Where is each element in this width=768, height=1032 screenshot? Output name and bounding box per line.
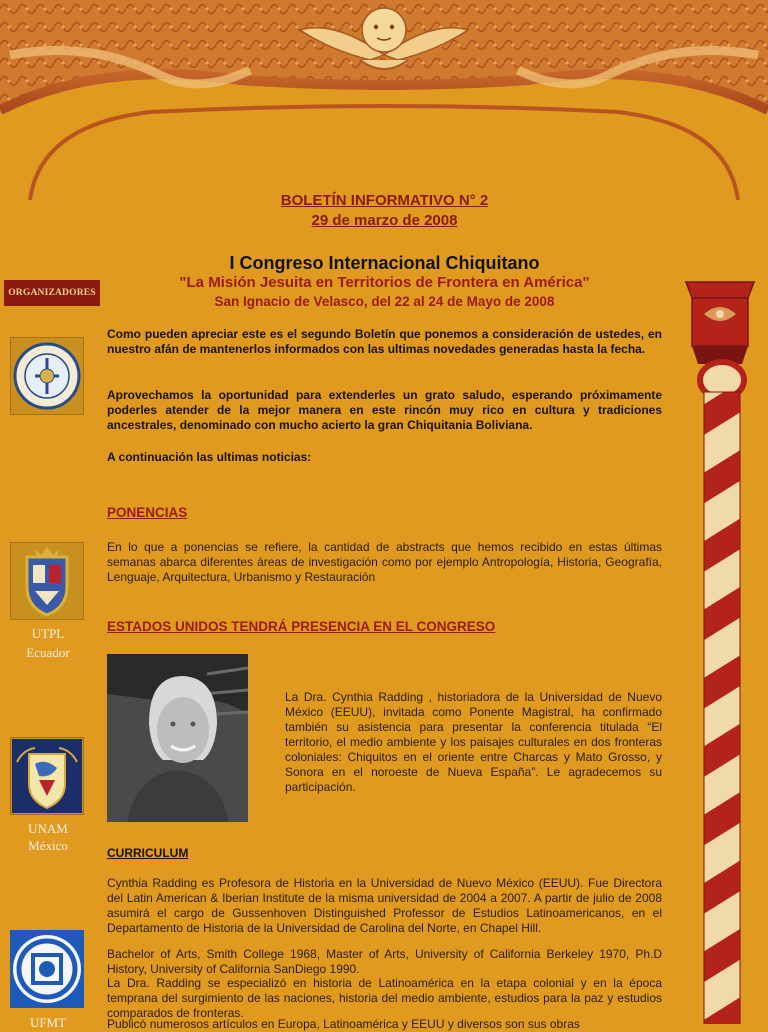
organizers-label: ORGANIZADORES (4, 280, 100, 306)
unam-name: UNAM (28, 821, 68, 836)
utpl-name: UTPL (31, 626, 65, 641)
ponencias-text: En lo que a ponencias se refiere, la cantidad de abstracts que hemos recibido en estas últimas semanas abarca diferentes áreas de investigación como por ejemplo Antropología, Historia, Geografía, Lenguaje, Arquitectura, Urbanismo y Restauración (107, 540, 662, 584)
curriculum-heading: CURRICULUM (107, 846, 189, 860)
curriculum-paragraph-2: Bachelor of Arts, Smith College 1968, Master of Arts, University of California Berkeley 1970, Ph.D History, University of California SanDiego 1990. (107, 947, 662, 976)
intro-paragraph-3: A continuación las ultimas noticias: (107, 450, 312, 464)
utpl-country: Ecuador (26, 645, 70, 660)
utpl-crest-icon[interactable] (10, 542, 84, 620)
unam-country: México (28, 838, 68, 853)
ponencias-heading: PONENCIAS (107, 505, 188, 520)
bulletin-date: 29 de marzo de 2008 (311, 212, 458, 229)
intro-paragraph-2: Aprovechamos la oportunidad para extenderles un grato saludo, esperando próximamente poderles atender de la mejor manera en este rincón muy rico en cultura y tradiciones ancestrales, denominado con mucho acierto la gran Chiquitania Boliviana. (107, 388, 662, 432)
catholic-university-seal-icon[interactable] (10, 337, 84, 415)
ufmt-name: UFMT (29, 1015, 67, 1030)
ufmt-emblem-icon[interactable] (10, 930, 84, 1008)
curriculum-paragraph-4: Publicó numerosos artículos en Europa, Latinoamérica y EEUU y diversos son sus obras (107, 1017, 580, 1031)
congress-subtitle: "La Misión Jesuita en Territorios de Frontera en América" (179, 274, 590, 291)
curriculum-paragraph-1: Cynthia Radding es Profesora de Historia en la Universidad de Nuevo México (EEUU). Fue Directora del Latin American & Iberian Institute de la misma universidad de 2004 a 2007. A partir de julio de 2008 asumirá el cargo de Gussenhoven Distinguished Professor de Estudios Latinoamericanos, en el Departamento de Historia de la Universidad de Carolina del Norte, en Chapel Hill. (107, 876, 662, 935)
bulletin-number: BOLETÍN INFORMATIVO N° 2 (280, 192, 489, 209)
decorative-header-arch (0, 0, 768, 210)
eeuu-text: La Dra. Cynthia Radding , historiadora de la Universidad de Nuevo México (EEUU), invitada como Ponente Magistral, ha confirmado también su asistencia para presentar la conferencia titulada “El territorio, el medio ambiente y los paisajes culturales en dos fronteras coloniales: Chiquitos en el oriente entre Charcas y Mato Grosso, y Sonora en el noroeste de Nueva España”. Le agradecemos su participación. (285, 690, 662, 794)
decorative-twisted-column (684, 280, 756, 1024)
curriculum-paragraph-3: La Dra. Radding se especializó en historia de Latinoamérica en la etapa colonial y en la época temprana del surgimiento de las naciones, historia del medio ambiente, estudios para la paz y estudios comparados de fronteras. (107, 976, 662, 1020)
intro-paragraph-1: Como pueden apreciar este es el segundo Boletín que ponemos a consideración de ustedes, en nuestro afán de mantenerlos informados con las ultimas novedades generadas hasta la fecha. (107, 327, 662, 356)
congress-title: I Congreso Internacional Chiquitano (229, 253, 540, 273)
congress-place: San Ignacio de Velasco, del 22 al 24 de Mayo de 2008 (214, 294, 555, 309)
eeuu-heading: ESTADOS UNIDOS TENDRÁ PRESENCIA EN EL CONGRESO (107, 619, 496, 634)
cynthia-radding-photo (107, 654, 248, 822)
unam-crest-icon[interactable] (10, 737, 84, 815)
